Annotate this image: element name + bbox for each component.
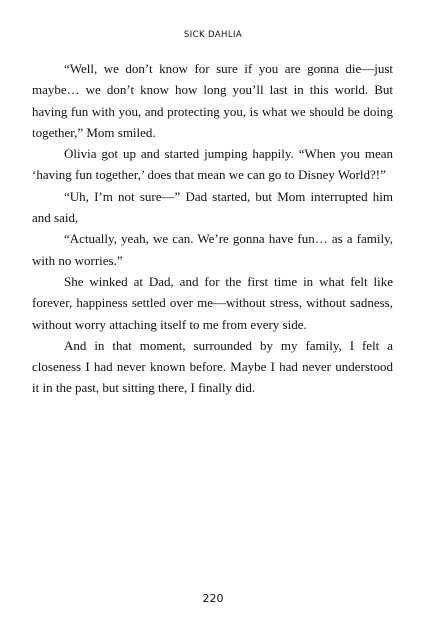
paragraph: And in that moment, surrounded by my family, I felt a closeness I had never known before. Maybe I had never understood it in the past, but sitting there, I finally did. bbox=[32, 337, 393, 396]
paragraph: Olivia got up and started jumping happily. “When you mean ‘having fun together,’ does that mean we can go to Disney World?!” bbox=[32, 146, 393, 183]
page-body bbox=[32, 58, 393, 399]
paragraph: “Uh, I’m not sure—” Dad started, but Mom interrupted him and said, bbox=[32, 188, 393, 226]
page-number: 220 bbox=[202, 592, 224, 605]
paragraph: “Actually, yeah, we can. We’re gonna have fun… as a family, with no worries.” bbox=[32, 231, 393, 268]
paragraph: “Well, we don’t know for sure if you are gonna die—just maybe… we don’t know how long you’ll last in this world. But having fun with you, and protecting you, is what we should be doing together,” Mom smiled. bbox=[32, 61, 393, 140]
paragraph: She winked at Dad, and for the first time in what felt like forever, happiness settled over me—without stress, without sadness, without worry attaching itself to me from every side. bbox=[32, 273, 393, 332]
running-header: SICK DAHLIA bbox=[183, 30, 243, 40]
